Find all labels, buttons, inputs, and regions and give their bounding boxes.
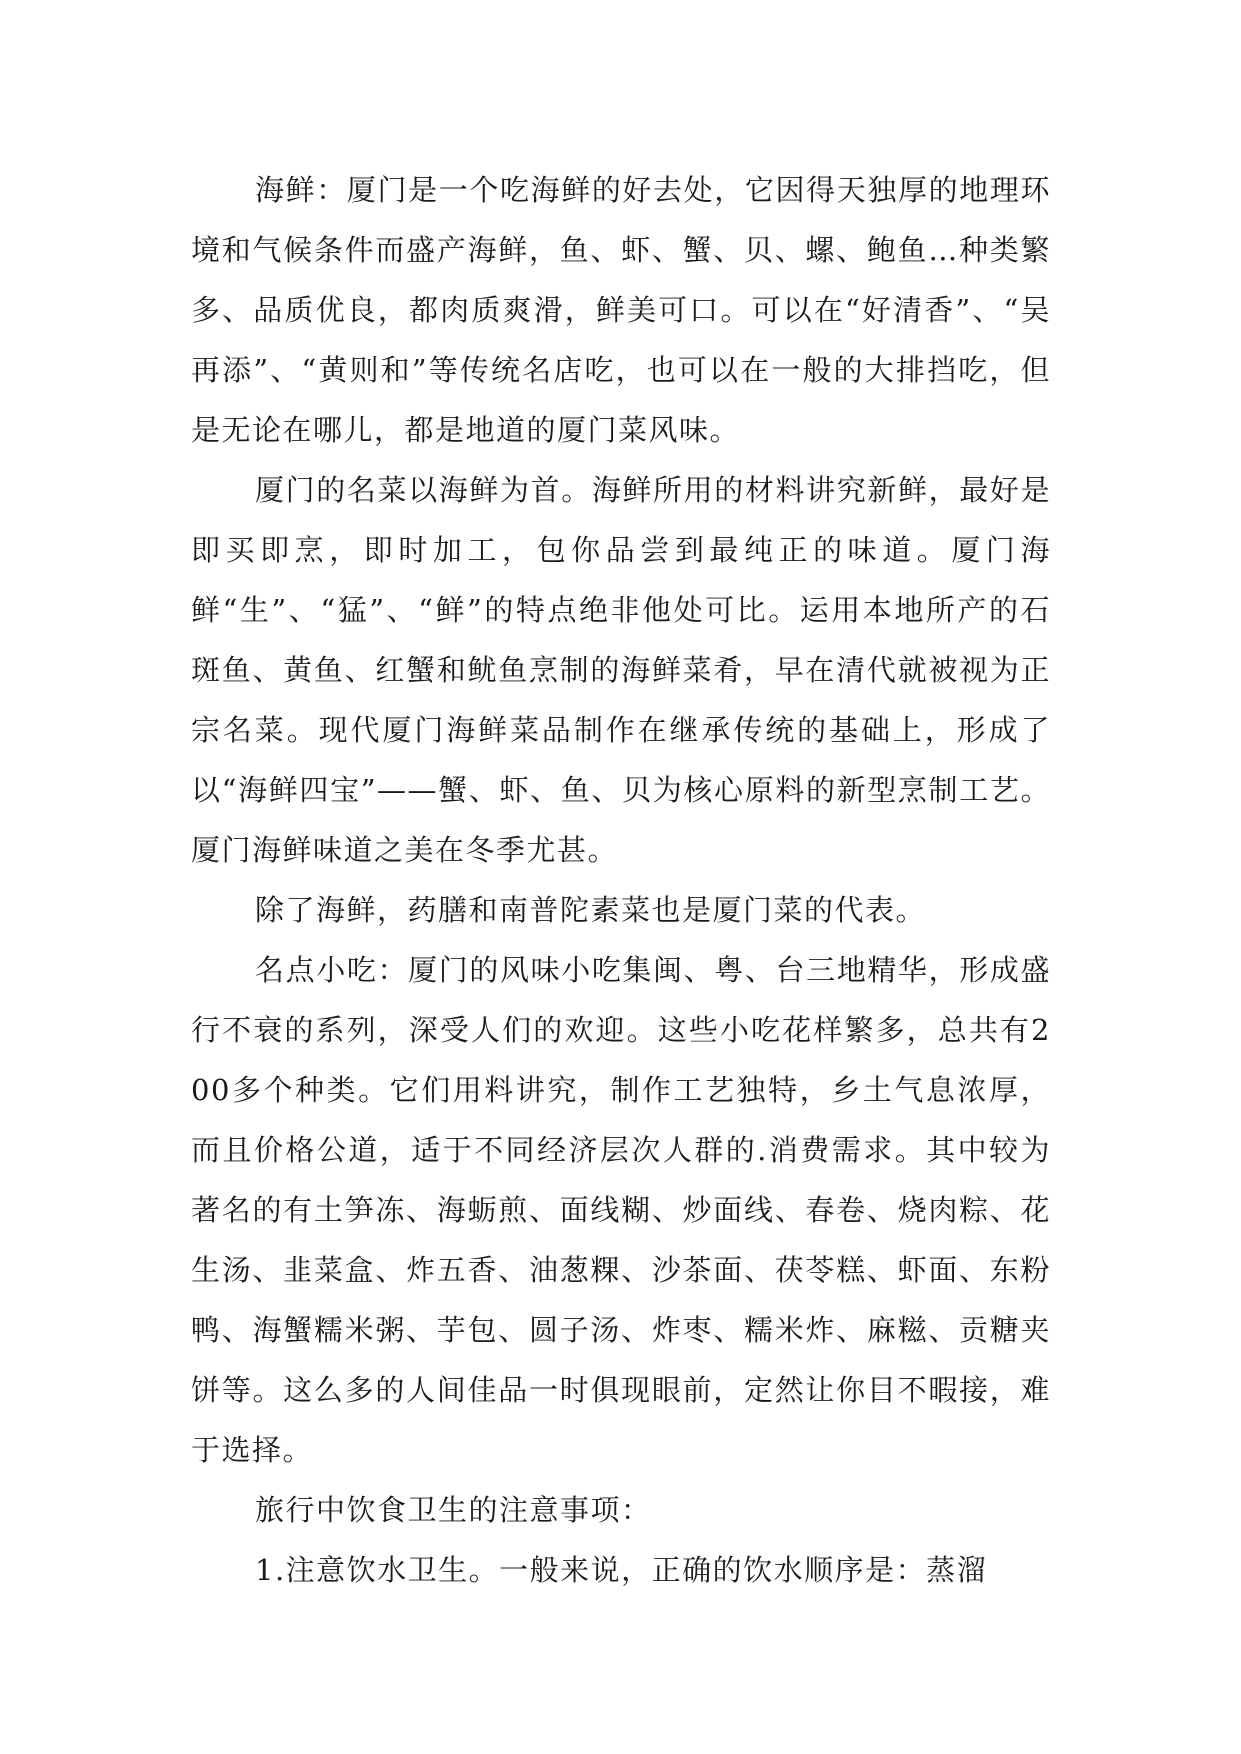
paragraph-hygiene-heading: 旅行中饮食卫生的注意事项： xyxy=(255,1493,652,1527)
paragraph-hygiene-item-1: 1.注意饮水卫生。一般来说，正确的饮水顺序是：蒸溜 xyxy=(255,1553,988,1587)
paragraph-famous-dishes: 厦门的名菜以海鲜为首。海鲜所用的材料讲究新鲜，最好是即买即烹，即时加工，包你品尝到最纯正的味道。厦门海鲜“生”、“猛”、“鲜”的特点绝非他处可比。运用本地所产的石斑鱼、黄鱼、红蟹和鱿鱼烹制的海鲜菜肴，早在清代就被视为正宗名菜。现代厦门海鲜菜品制作在继承传统的基础上，形成了以“海鲜四宝”——蟹、虾、鱼、贝为核心原料的新型烹制工艺。厦门海鲜味道之美在冬季尤甚。 xyxy=(191,473,1051,867)
paragraph-seafood-intro: 海鲜：厦门是一个吃海鲜的好去处，它因得天独厚的地理环境和气候条件而盛产海鲜，鱼、虾、蟹、贝、螺、鲍鱼…种类繁多、品质优良，都肉质爽滑，鲜美可口。可以在“好清香”、“吴再添”、“黄则和”等传统名店吃，也可以在一般的大排挡吃，但是无论在哪儿，都是地道的厦门菜风味。 xyxy=(191,173,1051,447)
paragraph-other-cuisine: 除了海鲜，药膳和南普陀素菜也是厦门菜的代表。 xyxy=(255,893,927,927)
paragraph-snacks: 名点小吃：厦门的风味小吃集闽、粤、台三地精华，形成盛行不衰的系列，深受人们的欢迎。这些小吃花样繁多，总共有200多个种类。它们用料讲究，制作工艺独特，乡土气息浓厚，而且价格公道，适于不同经济层次人群的.消费需求。其中较为著名的有土笋冻、海蛎煎、面线糊、炒面线、春卷、烧肉粽、花生汤、韭菜盒、炸五香、油葱粿、沙茶面、茯苓糕、虾面、东粉鸭、海蟹糯米粥、芋包、圆子汤、炸枣、糯米炸、麻糍、贡糖夹饼等。这么多的人间佳品一时俱现眼前，定然让你目不暇接，难于选择。 xyxy=(191,953,1051,1467)
document-page xyxy=(191,160,1051,1600)
